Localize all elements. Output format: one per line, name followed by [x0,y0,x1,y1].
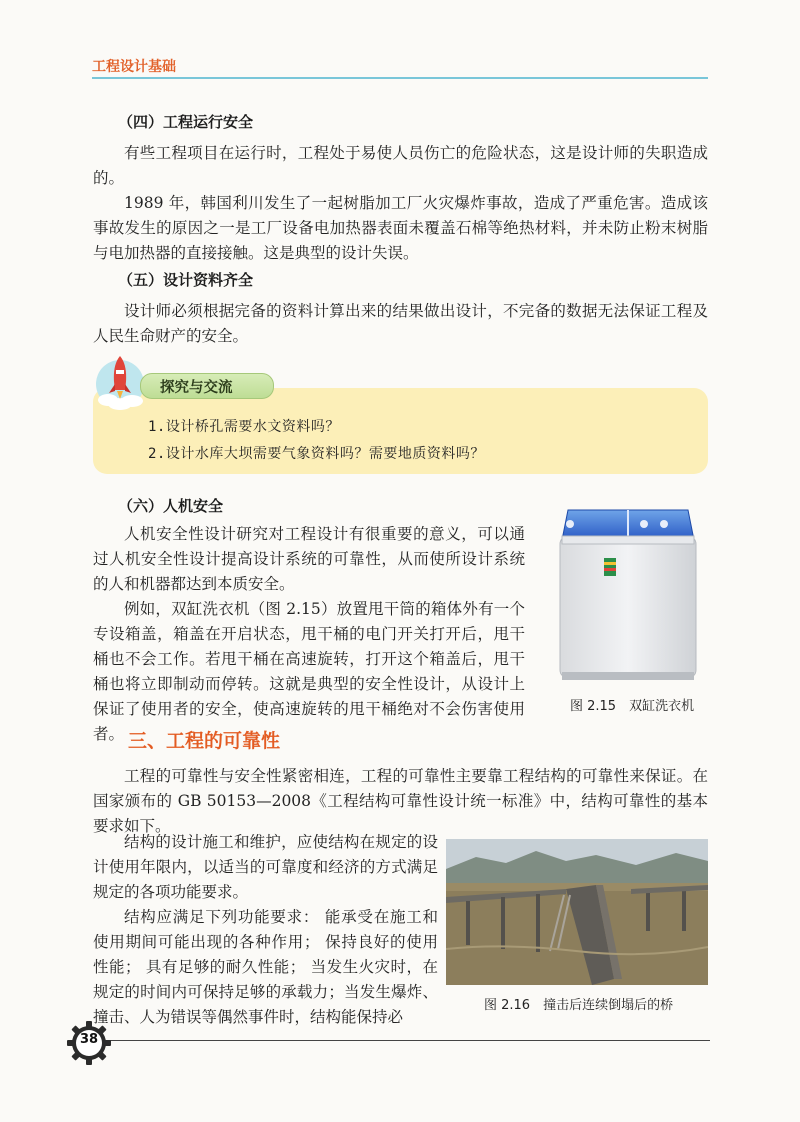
running-header: 工程设计基础 [92,59,176,75]
section-3-body [93,830,438,1030]
collapsed-bridge-photo [446,839,708,985]
rocket-icon [94,350,146,412]
section-3-paragraph-3: 结构应满足下列功能要求： 能承受在施工和使用期间可能出现的各种作用； 保持良好的使用性能； 具有足够的耐久性能； 当发生火灾时，在规定的时间内可保持足够的承载力；当发生爆炸、撞击、人为错误等偶然事件时，结构能保持必 [93,908,438,1026]
section-3-title: 三、工程的可靠性 [128,730,281,752]
heading-sec5: （五）设计资料齐全 [118,271,254,289]
sec5-body [93,299,708,349]
explore-item-1: 1.设计桥孔需要水文资料吗？ [148,419,340,435]
heading-sec4: （四）工程运行安全 [118,113,254,131]
figure-2-16-caption: 图 2.16 撞击后连续倒塌后的桥 [484,998,674,1013]
sec5-paragraph-1: 设计师必须根据完备的资料计算出来的结果做出设计，不完备的数据无法保证工程及人民生命财产的安全。 [93,302,708,345]
sec6-body [93,522,525,747]
explore-title: 探究与交流 [160,380,233,396]
section-3-paragraph-2: 结构的设计施工和维护，应使结构在规定的设计使用年限内，以适当的可靠度和经济的方式满足规定的各项功能要求。 [93,833,438,901]
sec4-paragraph-2: 1989 年，韩国利川发生了一起树脂加工厂火灾爆炸事故，造成了严重危害。造成该事故发生的原因之一是工厂设备电加热器表面未覆盖石棉等绝热材料，并未防止粉末树脂与电加热器的直接接触。这是典型的设计失误。 [93,194,708,262]
section-3-intro [93,764,708,839]
sec4-paragraph-1: 有些工程项目在运行时，工程处于易使人员伤亡的危险状态，这是设计师的失职造成的。 [93,144,708,187]
section-3-paragraph-1: 工程的可靠性与安全性紧密相连，工程的可靠性主要靠工程结构的可靠性来保证。在国家颁布的 GB 50153—2008《工程结构可靠性设计统一标准》中，结构可靠性的基本要求如下。 [93,767,708,835]
header-rule [92,77,708,79]
washing-machine-illustration [548,496,708,686]
page-number: 38 [79,1032,99,1047]
heading-sec6: （六）人机安全 [118,497,224,515]
sec4-body [93,141,708,266]
sec6-paragraph-2: 例如，双缸洗衣机（图 2.15）放置甩干筒的箱体外有一个专设箱盖，箱盖在开启状态，甩干桶的电门开关打开后，甩干桶也不会工作。若甩干桶在高速旋转，打开这个箱盖后，甩干桶也将立即制动而停转。这就是典型的安全性设计，从设计上保证了使用者的安全，使高速旋转的甩干桶绝对不会伤害使用者。 [93,600,525,743]
footer-rule [110,1040,710,1041]
explore-item-2: 2.设计水库大坝需要气象资料吗？需要地质资料吗？ [148,446,485,462]
figure-2-15-caption: 图 2.15 双缸洗衣机 [570,699,695,714]
sec6-paragraph-1: 人机安全性设计研究对工程设计有很重要的意义，可以通过人机安全性设计提高设计系统的可靠性，从而使所设计系统的人和机器都达到本质安全。 [93,525,525,593]
